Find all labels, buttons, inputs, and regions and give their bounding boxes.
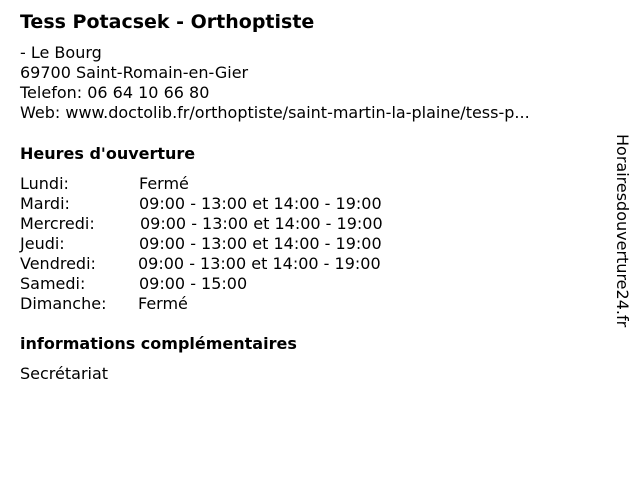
info-text: Secrétariat <box>20 364 109 383</box>
day-label: Mercredi: <box>20 214 95 233</box>
day-hours: 09:00 - 13:00 et 14:00 - 19:00 <box>140 214 383 233</box>
info-heading: informations complémentaires <box>20 334 297 353</box>
day-label: Samedi: <box>20 274 86 293</box>
day-label: Mardi: <box>20 194 70 213</box>
day-hours: Fermé <box>138 294 188 313</box>
page-title: Tess Potacsek - Orthoptiste <box>20 11 315 33</box>
street-address: - Le Bourg <box>20 43 102 62</box>
day-hours: 09:00 - 15:00 <box>139 274 248 293</box>
city-address: 69700 Saint-Romain-en-Gier <box>20 63 249 82</box>
site-watermark: Horairesdouverture24.fr <box>613 134 632 328</box>
day-hours: 09:00 - 13:00 et 14:00 - 19:00 <box>139 234 382 253</box>
day-hours: 09:00 - 13:00 et 14:00 - 19:00 <box>139 194 382 213</box>
day-label: Jeudi: <box>20 234 65 253</box>
day-hours: 09:00 - 13:00 et 14:00 - 19:00 <box>138 254 381 273</box>
day-label: Lundi: <box>20 174 69 193</box>
phone-number: Telefon: 06 64 10 66 80 <box>20 83 210 102</box>
day-label: Dimanche: <box>20 294 107 313</box>
day-hours: Fermé <box>139 174 189 193</box>
hours-heading: Heures d'ouverture <box>20 144 196 163</box>
address-block <box>20 43 530 123</box>
day-label: Vendredi: <box>20 254 96 273</box>
website-link[interactable]: Web: www.doctolib.fr/orthoptiste/saint-martin-la-plaine/tess-p... <box>20 103 530 122</box>
